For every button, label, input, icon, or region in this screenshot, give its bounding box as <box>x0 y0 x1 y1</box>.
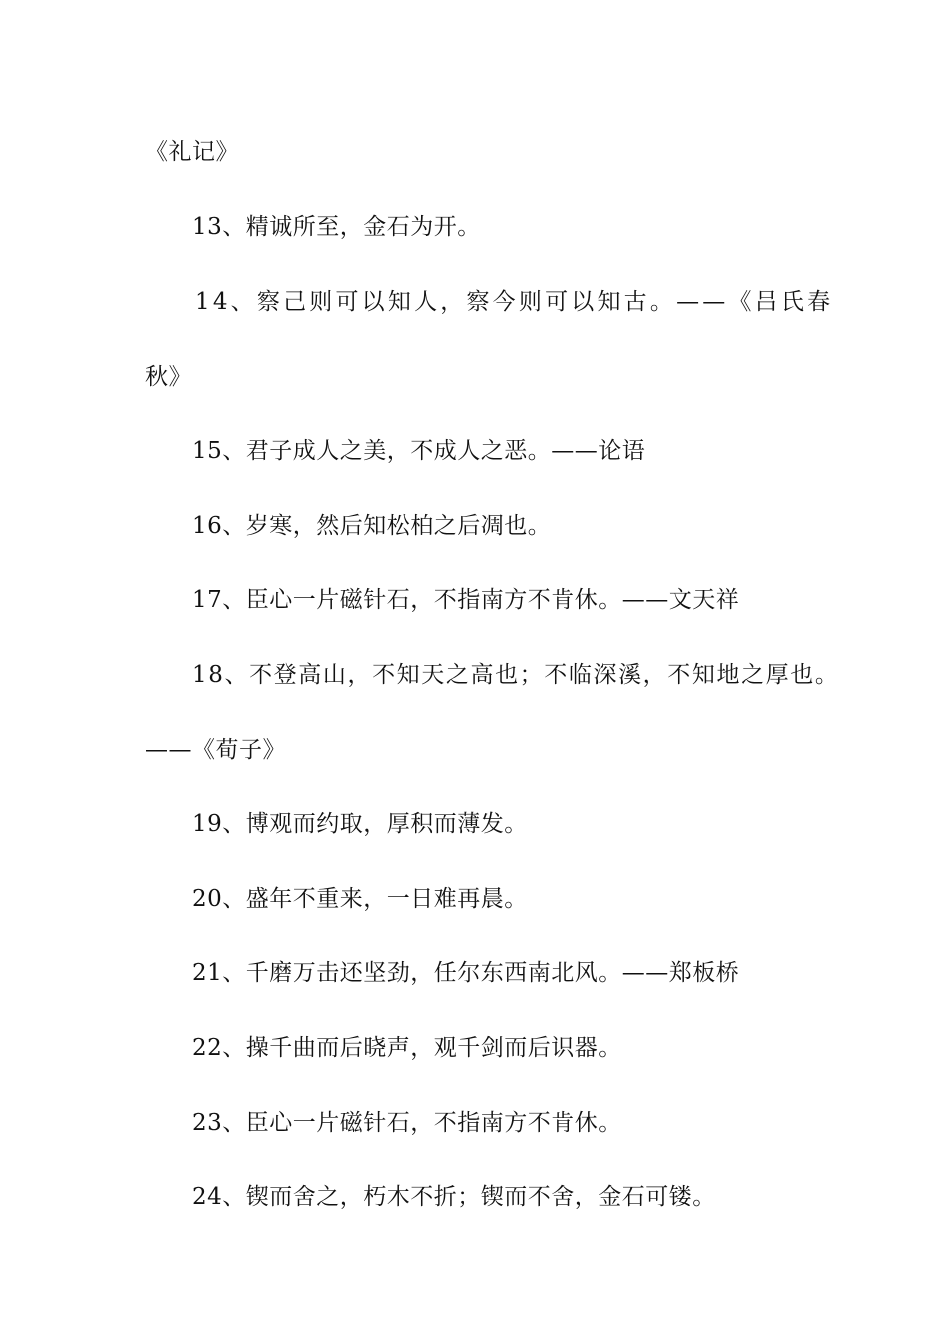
quote-18: 18、不登高山，不知天之高也；不临深溪，不知地之厚也。 <box>192 662 840 688</box>
quote-22: 22、操千曲而后晓声，观千剑而后识器。 <box>192 1035 622 1061</box>
quote-source-liji: 《礼记》 <box>145 139 239 165</box>
quote-20: 20、盛年不重来，一日难再晨。 <box>192 886 528 912</box>
quote-17: 17、臣心一片磁针石，不指南方不肯休。——文天祥 <box>192 587 740 613</box>
quote-21: 21、千磨万击还坚劲，任尔东西南北风。——郑板桥 <box>192 960 740 986</box>
quote-19: 19、博观而约取，厚积而薄发。 <box>192 811 528 837</box>
quote-16: 16、岁寒，然后知松柏之后凋也。 <box>192 513 552 539</box>
quote-15: 15、君子成人之美，不成人之恶。——论语 <box>192 438 646 464</box>
quote-24: 24、锲而舍之，朽木不折；锲而不舍，金石可镂。 <box>192 1184 716 1210</box>
quote-14: 14、察己则可以知人，察今则可以知古。——《吕氏春 <box>195 289 834 315</box>
quote-14-continuation: 秋》 <box>145 364 192 390</box>
quote-13: 13、精诚所至，金石为开。 <box>192 214 481 240</box>
quote-23: 23、臣心一片磁针石，不指南方不肯休。 <box>192 1110 622 1136</box>
quote-18-continuation: ——《荀子》 <box>145 737 286 763</box>
